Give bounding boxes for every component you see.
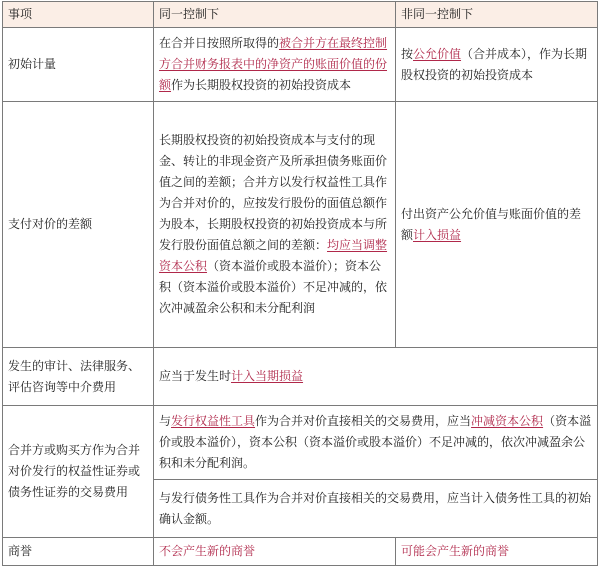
text: 作为合并对价直接相关的交易费用，应当	[255, 414, 472, 428]
highlight-text: 计入当期损益	[231, 369, 304, 383]
cell-transaction-equity	[154, 406, 598, 480]
cell-goodwill-nonsame: 可能会产生新的商誉	[396, 538, 598, 566]
row-label-difference: 支付对价的差额	[3, 102, 154, 348]
highlight-text: 冲减资本公积	[471, 414, 544, 428]
row-label-goodwill: 商誉	[3, 538, 154, 566]
text: 长期股权投资的初始投资成本与支付的现金、转让的非现金资产及所承担债务账面价值之间的差额；合并方以发行权益性工具作为合并对价的，应按发行股份的面值总额作为股本，长期股权投资的初始投资成本与所发行股份面值总额之间的差额：	[159, 133, 388, 252]
header-same-control: 同一控制下	[154, 2, 396, 28]
text: 与	[159, 414, 172, 428]
row-label-transaction: 合并方或购买方作为合并对价发行的权益性证券或债务性证券的交易费用	[3, 406, 154, 538]
cell-difference-nonsame	[396, 102, 598, 348]
text: （资本溢价或股本溢价），资本公积（资本溢价或股本溢价）不足冲减的，依次冲减盈余公积和未分配利润。	[159, 414, 592, 470]
cell-initial-same	[154, 28, 396, 102]
text: 付出资产公允价值与账面价值的差额	[401, 206, 582, 242]
cell-goodwill-same: 不会产生新的商誉	[154, 538, 396, 566]
text: 与发行债务性工具作为合并对价直接相关的交易费用，应当计入债务性工具的初始确认金额。	[159, 490, 592, 526]
cell-transaction-debt	[154, 480, 598, 538]
table-row-initial-measurement	[3, 28, 598, 102]
text: （合并成本），作为长期股权投资的初始投资成本	[401, 46, 588, 82]
row-label-fees: 发生的审计、法律服务、评估咨询等中介费用	[3, 348, 154, 406]
highlight-text: 计入损益	[413, 227, 462, 242]
header-item: 事项	[3, 2, 154, 28]
header-non-same-control: 非同一控制下	[396, 2, 598, 28]
text: 应当于发生时	[159, 369, 232, 383]
cell-difference-same	[154, 102, 396, 348]
highlight-text: 被合并方在最终控制方合并财务报表中的净资产的账面价值的份额	[159, 36, 388, 92]
cell-initial-nonsame	[396, 28, 598, 102]
cell-fees-merged	[154, 348, 598, 406]
highlight-text: 公允价值	[413, 46, 462, 61]
table-row-transaction-costs-equity	[3, 406, 598, 480]
highlight-text: 均应当调整资本公积	[159, 238, 388, 273]
highlight-text: 发行权益性工具	[171, 414, 256, 428]
text: 按	[401, 46, 414, 61]
table-row-intermediary-fees	[3, 348, 598, 406]
table-row-consideration-difference	[3, 102, 598, 348]
table-header-row	[3, 2, 598, 28]
row-label-initial: 初始计量	[3, 28, 154, 102]
table-row-goodwill	[3, 538, 598, 566]
accounting-comparison-table	[2, 1, 598, 566]
text: 作为长期股权投资的初始投资成本	[171, 78, 352, 92]
text: 在合并日按照所取得的	[159, 36, 280, 50]
text: （资本溢价或股本溢价）；资本公积（资本溢价或股本溢价）不足冲减的，依次冲减盈余公积和未分配利润	[159, 259, 388, 315]
